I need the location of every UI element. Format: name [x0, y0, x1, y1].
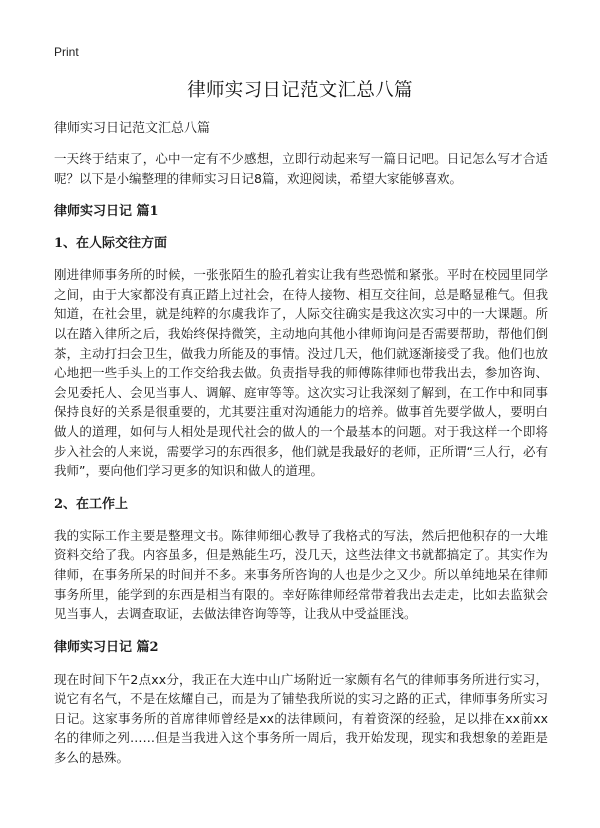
page-title: 律师实习日记范文汇总八篇 — [187, 80, 413, 101]
entry-paragraph: 现在时间下午2点xx分，我正在大连中山广场附近一家颇有名气的律师事务所进行实习，说它有名气，不是在炫耀自己，而是为了铺垫我所说的实习之路的正式，律师事务所实习日记。这家事务所的首席律师曾经是xx的法律顾问，有着资深的经验，足以排在xx前xx名的律师之列……但是当我进入这个事务所一周后，我开始发现，现实和我想象的差距是多么的悬殊。 — [54, 671, 548, 766]
diary-entry-1 — [54, 202, 548, 624]
print-link[interactable]: Print — [54, 45, 79, 59]
document-body — [54, 119, 548, 768]
entry-heading: 律师实习日记 篇1 — [54, 204, 159, 220]
diary-entry-2 — [54, 638, 548, 768]
section-heading: 2、在工作上 — [54, 496, 129, 512]
section-paragraph: 刚进律师事务所的时候，一张张陌生的脸孔着实让我有些恐慌和紧张。平时在校园里同学之间，由于大家都没有真正踏上过社会，在待人接物、相互交往间，总是略显稚气。但我知道，在社会里，就是纯粹的尔虞我诈了，人际交往确实是我这次实习中的一大课题。所以在踏入律所之后，我始终保持微笑，主动地向其他小律师询问是否需要帮助，帮他们倒茶，主动打扫会卫生，做我力所能及的事情。没过几天，他们就逐渐接受了我。他们也放心地把一些手头上的工作交给我去做。负责指导我的师傅陈律师也带我出去，参加咨询、会见委托人、会见当事人、调解、庭审等等。这次实习让我深刻了解到，在工作中和同事保持良好的关系是很重要的，尤其要注重对沟通能力的培养。做事首先要学做人，要明白做人的道理，如何与人相处是现代社会的做人的一个最基本的问题。对于我这样一个即将步入社会的人来说，需要学习的东西很多，他们就是我最好的老师，正所谓“三人行，必有我师”，要向他们学习更多的知识和做人的道理。 — [54, 267, 548, 479]
section-paragraph: 我的实际工作主要是整理文书。陈律师细心教导了我格式的写法，然后把他积存的一大堆资料交给了我。内容虽多，但是熟能生巧，没几天，这些法律文书就都搞定了。其实作为律师，在事务所呆的时间并不多。来事务所咨询的人也是少之又少。所以单纯地呆在律师事务所里，能学到的东西是相当有限的。幸好陈律师经常带着我出去走走，比如去监狱会见当事人，去调查取证，去做法律咨询等等，让我从中受益匪浅。 — [54, 527, 548, 622]
document-subtitle: 律师实习日记范文汇总八篇 — [54, 121, 211, 136]
intro-paragraph: 一天终于结束了，心中一定有不少感想，立即行动起来写一篇日记吧。日记怎么写才合适呢？以下是小编整理的律师实习日记8篇，欢迎阅读，希望大家能够喜欢。 — [54, 151, 548, 186]
entry-heading: 律师实习日记 篇2 — [54, 639, 159, 655]
section-heading: 1、在人际交往方面 — [54, 236, 168, 252]
